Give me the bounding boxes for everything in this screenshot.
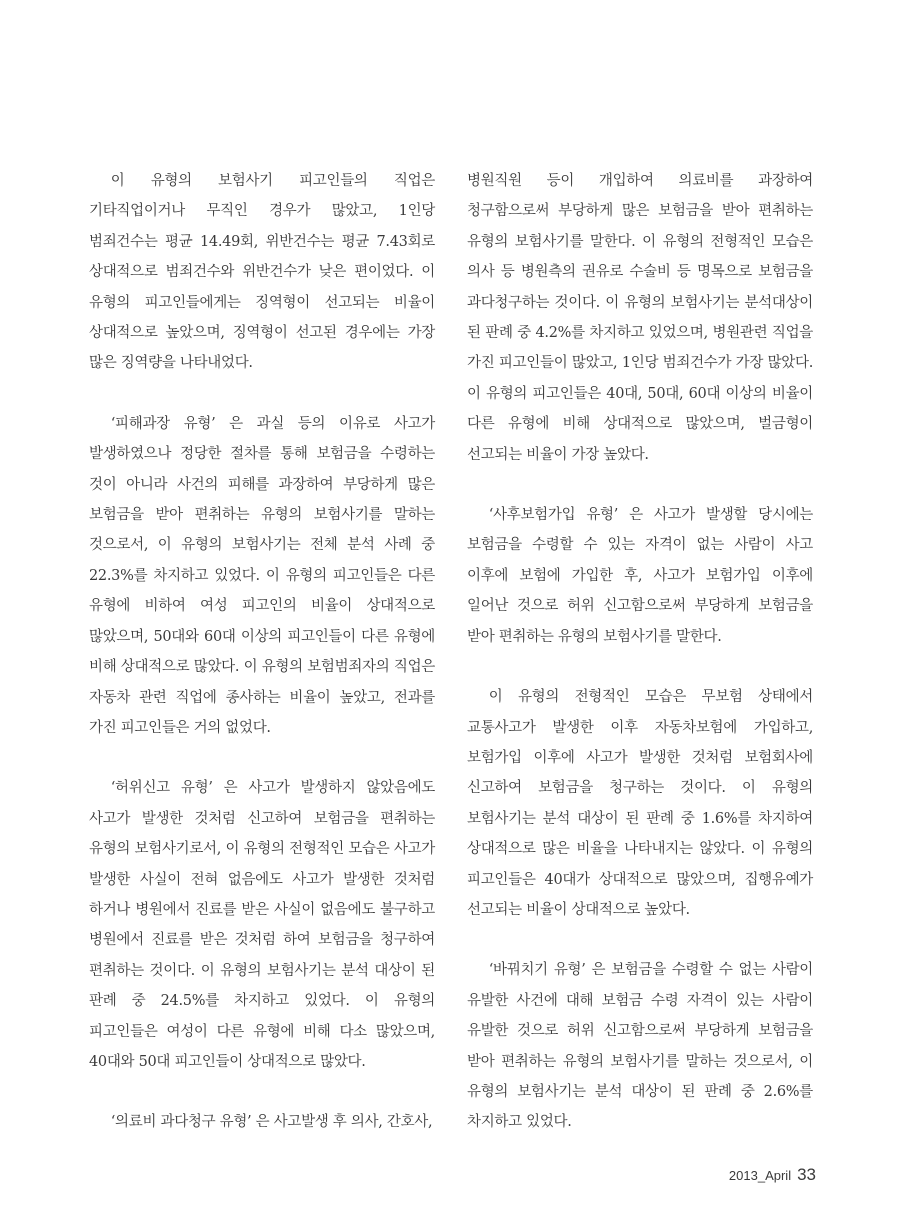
paragraph: ‘허위신고 유형’ 은 사고가 발생하지 않았음에도 사고가 발생한 것처럼 신고하여 보험금을 편취하는 유형의 보험사기로서, 이 유형의 전형적인 모습은 사고가 발생한 사실이 전혀 없음에도 사고가 발생한 것처럼 하거나 병원에서 진료를 받은 사실이 없음에도 불구하고 병원에서 진료를 받은 것처럼 하여 보험금을 청구하여 편취하는 것이다. 이 유형의 보험사기는 분석 대상이 된 판례 중 24.5%를 차지하고 있었다. 이 유형의 피고인들은 여성이 다른 유형에 비해 다소 많았으며, 40대와 50대 피고인들이 상대적으로 많았다. <box>89 780 435 1070</box>
paragraph: 이 유형의 전형적인 모습은 무보험 상태에서 교통사고가 발생한 이후 자동차보험에 가입하고, 보험가입 이후에 사고가 발생한 것처럼 보험회사에 신고하여 보험금을 청구하는 것이다. 이 유형의 보험사기는 분석 대상이 된 판례 중 1.6%를 차지하여 상대적으로 많은 비율을 나타내지는 않았다. 이 유형의 피고인들은 40대가 상대적으로 많았으며, 집행유예가 선고되는 비율이 상대적으로 높았다. <box>467 689 813 918</box>
paragraph: ‘바꿔치기 유형’ 은 보험금을 수령할 수 없는 사람이 유발한 사건에 대해 보험금 수령 자격이 있는 사람이 유발한 것으로 허위 신고함으로써 부당하게 보험금을 받아 편취하는 유형의 보험사기를 말하는 것으로서, 이 유형의 보험사기는 분석 대상이 된 판례 중 2.6%를 차지하고 있었다. <box>467 962 813 1131</box>
page-footer <box>729 1165 816 1185</box>
paragraph: ‘의료비 과다청구 유형’ 은 사고발생 후 의사, 간호사, <box>110 1114 433 1131</box>
paragraph: 병원직원 등이 개입하여 의료비를 과장하여 청구함으로써 부당하게 많은 보험금을 받아 편취하는 유형의 보험사기를 말한다. 이 유형의 전형적인 모습은 의사 등 병원측의 권유로 수술비 등 명목으로 보험금을 과다청구하는 것이다. 이 유형의 보험사기는 분석대상이 된 판례 중 4.2%를 차지하고 있었으며, 병원관련 직업을 가진 피고인들이 많았고, 1인당 범죄건수가 가장 많았다. 이 유형의 피고인들은 40대, 50대, 60대 이상의 비율이 다른 유형에 비해 상대적으로 많았으며, 벌금형이 선고되는 비율이 가장 높았다. <box>467 173 813 463</box>
left-text-column <box>89 166 435 1168</box>
right-text-column <box>467 166 813 1168</box>
page-number: 33 <box>797 1165 816 1184</box>
paragraph: 이 유형의 보험사기 피고인들의 직업은 기타직업이거나 무직인 경우가 많았고, 1인당 범죄건수는 평균 14.49회, 위반건수는 평균 7.43회로 상대적으로 범죄건수와 위반건수가 낮은 편이었다. 이 유형의 피고인들에게는 징역형이 선고되는 비율이 상대적으로 높았으며, 징역형이 선고된 경우에는 가장 많은 징역량을 나타내었다. <box>89 173 435 372</box>
issue-label: 2013_April <box>728 1168 792 1183</box>
paragraph: ‘사후보험가입 유형’ 은 사고가 발생할 당시에는 보험금을 수령할 수 있는 자격이 없는 사람이 사고 이후에 보험에 가입한 후, 사고가 보험가입 이후에 일어난 것으로 허위 신고함으로써 부당하게 보험금을 받아 편취하는 유형의 보험사기를 말한다. <box>467 507 813 645</box>
paragraph: ‘피해과장 유형’ 은 과실 등의 이유로 사고가 발생하였으나 정당한 절차를 통해 보험금을 수령하는 것이 아니라 사건의 피해를 과장하여 부당하게 많은 보험금을 받아 편취하는 유형의 보험사기를 말하는 것으로서, 이 유형의 보험사기는 전체 분석 사례 중 22.3%를 차지하고 있었다. 이 유형의 피고인들은 다른 유형에 비하여 여성 피고인의 비율이 상대적으로 많았으며, 50대와 60대 이상의 피고인들이 다른 유형에 비해 상대적으로 많았다. 이 유형의 보험범죄자의 직업은 자동차 관련 직업에 종사하는 비율이 높았고, 전과를 가진 피고인들은 거의 없었다. <box>89 415 435 736</box>
